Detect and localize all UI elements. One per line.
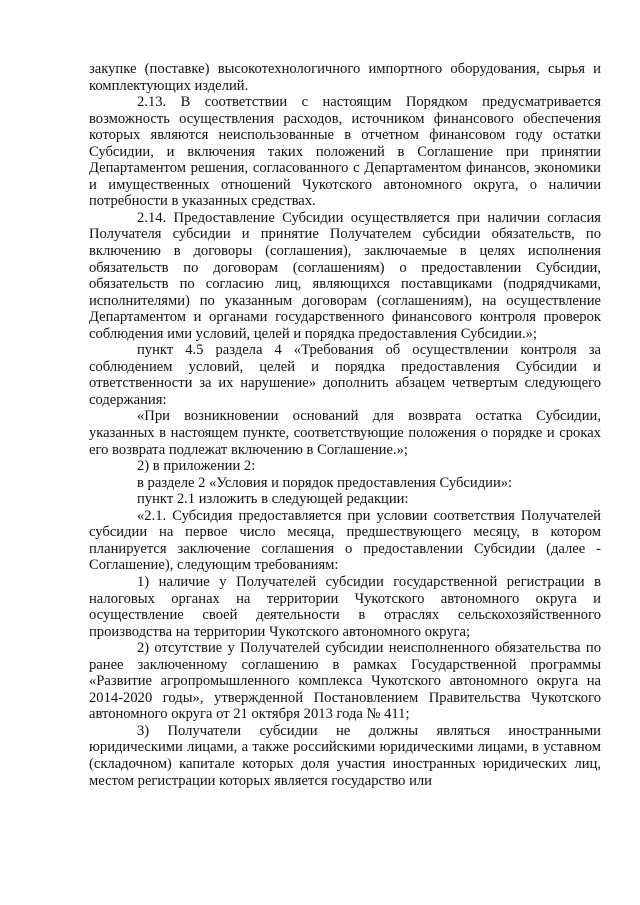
paragraph-requirement-1: 1) наличие у Получателей субсидии государственной регистрации в налоговых органах на территории Чукотского автономного округа и осуществление своей деятельности в отраслях сельскохозяйственного производства на территории Чукотского автономного округа; (89, 573, 601, 640)
paragraph-point-2-1-intro: пункт 2.1 изложить в следующей редакции: (137, 491, 409, 508)
paragraph-2-14: 2.14. Предоставление Субсидии осуществляется при наличии согласия Получателя субсидии и принятие Получателем субсидии обязательств, по включению в договоры (соглашения), заключаемые в целях исполнения обязательств по договорам (соглашениям) о предоставлении Субсидии, обязательств по согласию лиц, являющихся поставщиками (подрядчиками, исполнителями) по указанным договорам (соглашениям), на осуществление Департаментом и органами государственного финансового контроля проверок соблюдения ими условий, целей и порядка предоставления Субсидии.»; (89, 209, 601, 342)
paragraph-point-4-5: пункт 4.5 раздела 4 «Требования об осуществлении контроля за соблюдением условий, целей и порядка предоставления Субсидии и ответственности за их нарушение» дополнить абзацем четвертым следующего содержания: (89, 342, 601, 408)
paragraph-requirement-3: 3) Получатели субсидии не должны являться иностранными юридическими лицами, а также российскими юридическими лицами, в уставном (складочном) капитале которых доля участия иностранных юридических лиц, местом регистрации которых является государство или (89, 722, 601, 789)
document-page (89, 61, 601, 789)
paragraph-requirement-2: 2) отсутствие у Получателей субсидии неисполненного обязательства по ранее заключенному соглашению в рамках Государственной программы «Развитие агропромышленного комплекса Чукотского автономного округа на 2014-2020 годы», утвержденной Постановлением Правительства Чукотского автономного округа от 21 октября 2013 года № 411; (89, 640, 601, 723)
paragraph-2-13: 2.13. В соответствии с настоящим Порядком предусматривается возможность осуществления расходов, источником финансового обеспечения которых являются неиспользованные в отчетном финансовом году остатки Субсидии, и включения таких положений в Соглашение при принятии Департаментом решения, согласованного с Департаментом финансов, экономики и имущественных отношений Чукотского автономного округа, о наличии потребности в указанных средствах. (89, 94, 601, 210)
paragraph-appendix-2: 2) в приложении 2: (137, 458, 256, 475)
paragraph-section-2: в разделе 2 «Условия и порядок предоставления Субсидии»: (137, 474, 513, 491)
paragraph-quote-return: «При возникновении оснований для возврата остатка Субсидии, указанных в настоящем пункте, соответствующие положения о порядке и сроках его возврата подлежат включению в Соглашение.»; (89, 408, 601, 458)
paragraph-2-1: «2.1. Субсидия предоставляется при условии соответствия Получателей субсидии на первое число месяца, предшествующего месяцу, в котором планируется заключение соглашения о предоставлении Субсидии (далее - Соглашение), следующим требованиям: (89, 507, 601, 574)
paragraph-continuation: закупке (поставке) высокотехнологичного импортного оборудования, сырья и комплектующих изделий. (89, 61, 601, 94)
